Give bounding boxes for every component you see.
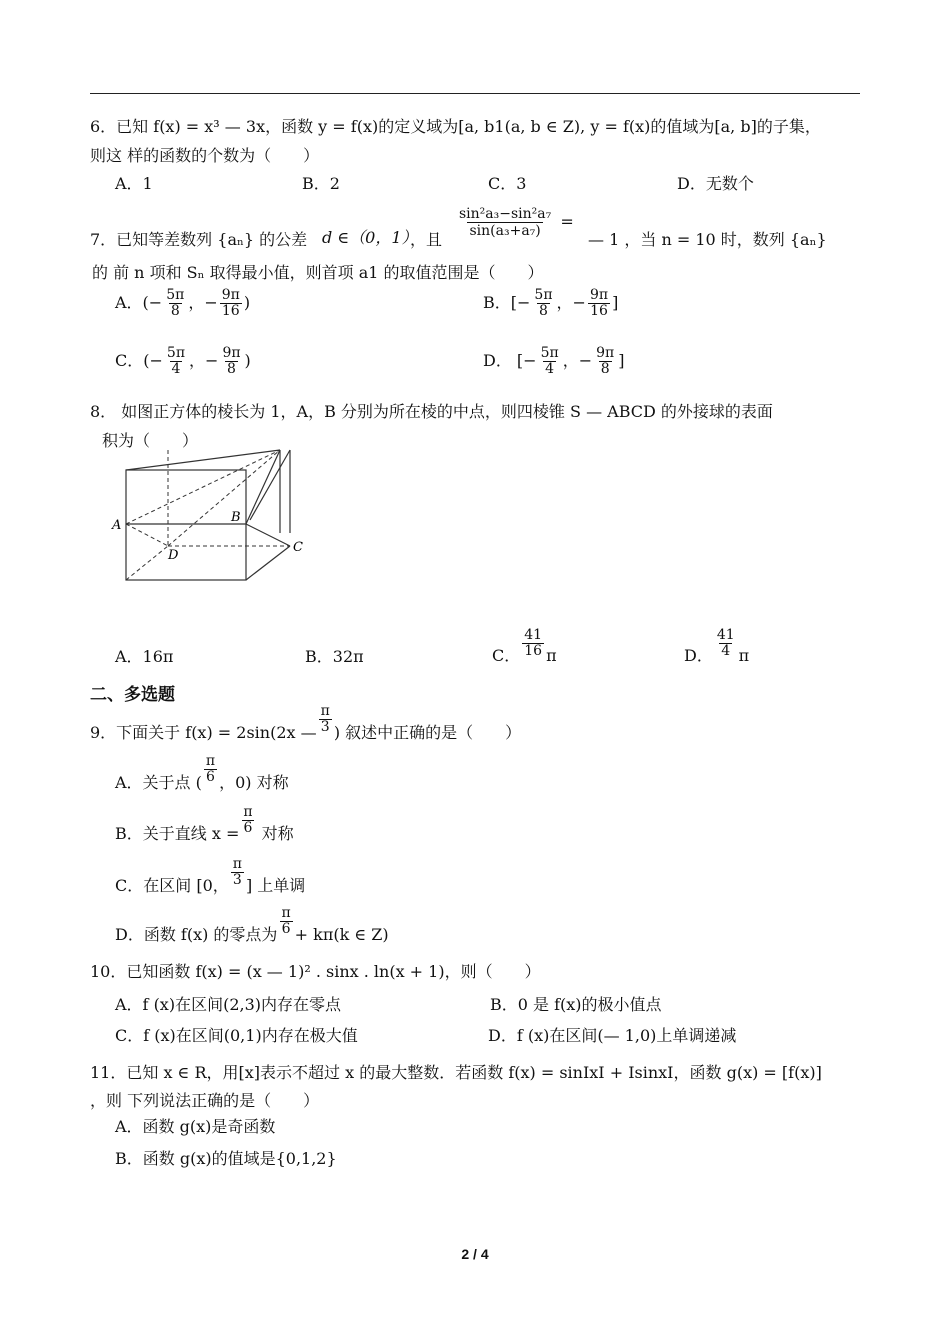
- q7-and: ，且: [410, 230, 443, 249]
- q6-option-a: A．1: [115, 174, 153, 193]
- q11-option-a: A．函数 g(x)是奇函数: [115, 1117, 276, 1136]
- fig-label-c: C: [293, 540, 303, 555]
- cube-front-face: [126, 470, 246, 580]
- q11-line1: 11．已知 x ∈ R，用[x]表示不超过 x 的最大整数．若函数 f(x) = sinIxI + IsinxI，函数 g(x) = [f(x)]: [90, 1063, 822, 1082]
- q9-option-c: C．在区间 [0， $\frac{\pi}{3}$ ] 上单调: [115, 856, 306, 895]
- q7-option-c: C．(− $\frac{5\pi}{4}$ ，− $\frac{9\pi}{8}$ ): [115, 345, 251, 377]
- q7-option-a: A．(− $\frac{5\pi}{8}$ ，− $\frac{9\pi}{16}$ ): [115, 287, 251, 319]
- q7-suffix: — 1 ，当 n = 10 时，数列 {aₙ}: [588, 230, 827, 249]
- q10-option-d: D．f (x)在区间(— 1,0)上单调递减: [488, 1026, 737, 1045]
- q7-frac-den: sin(a₃+a₇): [469, 223, 541, 239]
- q10-option-b: B．0 是 f(x)的极小值点: [490, 995, 662, 1014]
- q11-line2: ，则 下列说法正确的是（ ）: [90, 1091, 320, 1110]
- fig-label-a: A: [112, 518, 122, 533]
- q8-line2: 积为（ ）: [102, 431, 199, 450]
- q7-frac-num: sin²a₃−sin²a₇: [459, 206, 552, 222]
- q7-prefix: 7．已知等差数列 {aₙ} 的公差: [90, 230, 308, 249]
- q6-line2: 则这 样的函数的个数为（ ）: [90, 146, 320, 165]
- q8-line1: 8． 如图正方体的棱长为 1，A，B 分别为所在棱的中点，则四棱锥 S — ABCD 的外接球的表面: [90, 402, 773, 421]
- q9-option-d: D．函数 f(x) 的零点为 $\frac{\pi}{6}$ + kπ(k ∈ Z): [115, 905, 389, 944]
- q9-option-b: B．关于直线 x = $\frac{\pi}{6}$ 对称: [115, 804, 294, 843]
- q10-option-c: C．f (x)在区间(0,1)内存在极大值: [115, 1026, 358, 1045]
- page-number: 2 / 4: [461, 1246, 489, 1262]
- header-rule: [90, 93, 860, 94]
- q10-option-a: A．f (x)在区间(2,3)内存在零点: [115, 995, 342, 1014]
- cube-figure: [110, 448, 315, 583]
- q7-option-b: B．[− $\frac{5\pi}{8}$ ，− $\frac{9\pi}{16}$ ]: [483, 287, 619, 319]
- q7-eq: =: [560, 212, 574, 231]
- q10-stem: 10．已知函数 f(x) = (x — 1)² . sinx . ln(x + 1)，则（ ）: [90, 962, 541, 981]
- q7-option-d: D． [− $\frac{5\pi}{4}$ ，− $\frac{9\pi}{8}$ ]: [483, 345, 625, 377]
- q6-option-b: B．2: [302, 174, 340, 193]
- fig-label-b: B: [231, 510, 241, 525]
- q6-option-c: C．3: [488, 174, 527, 193]
- q8-option-d: D． $\frac{41}{4}$ π: [684, 627, 750, 665]
- q6-line1: 6．已知 f(x) = x³ — 3x，函数 y = f(x)的定义域为[a, b1(a, b ∈ Z), y = f(x)的值域为[a, b]的子集，: [90, 117, 821, 136]
- q9-option-a: A．关于点 ( $\frac{\pi}{6}$ ，0) 对称: [115, 753, 289, 792]
- q8-option-a: A．16π: [115, 647, 174, 666]
- segment-bc: [246, 524, 290, 546]
- q6-option-d: D．无数个: [677, 174, 754, 193]
- q11-option-b: B．函数 g(x)的值域是{0,1,2}: [115, 1149, 337, 1168]
- q8-option-b: B．32π: [305, 647, 364, 666]
- q7-fraction: [455, 206, 574, 239]
- q7-d-range: d ∈（0，1）: [322, 228, 418, 247]
- q8-option-c: C． $\frac{41}{16}$ π: [492, 627, 557, 665]
- q7-line2: 的 前 n 项和 Sₙ 取得最小值，则首项 a1 的取值范围是（ ）: [92, 263, 544, 282]
- fig-label-d: D: [168, 548, 179, 563]
- section-heading: 二、多选题: [90, 685, 175, 705]
- q9-stem: 9．下面关于 f(x) = 2sin(2x — $\frac{\pi}{3}$ ) 叙述中正确的是（ ）: [90, 703, 522, 742]
